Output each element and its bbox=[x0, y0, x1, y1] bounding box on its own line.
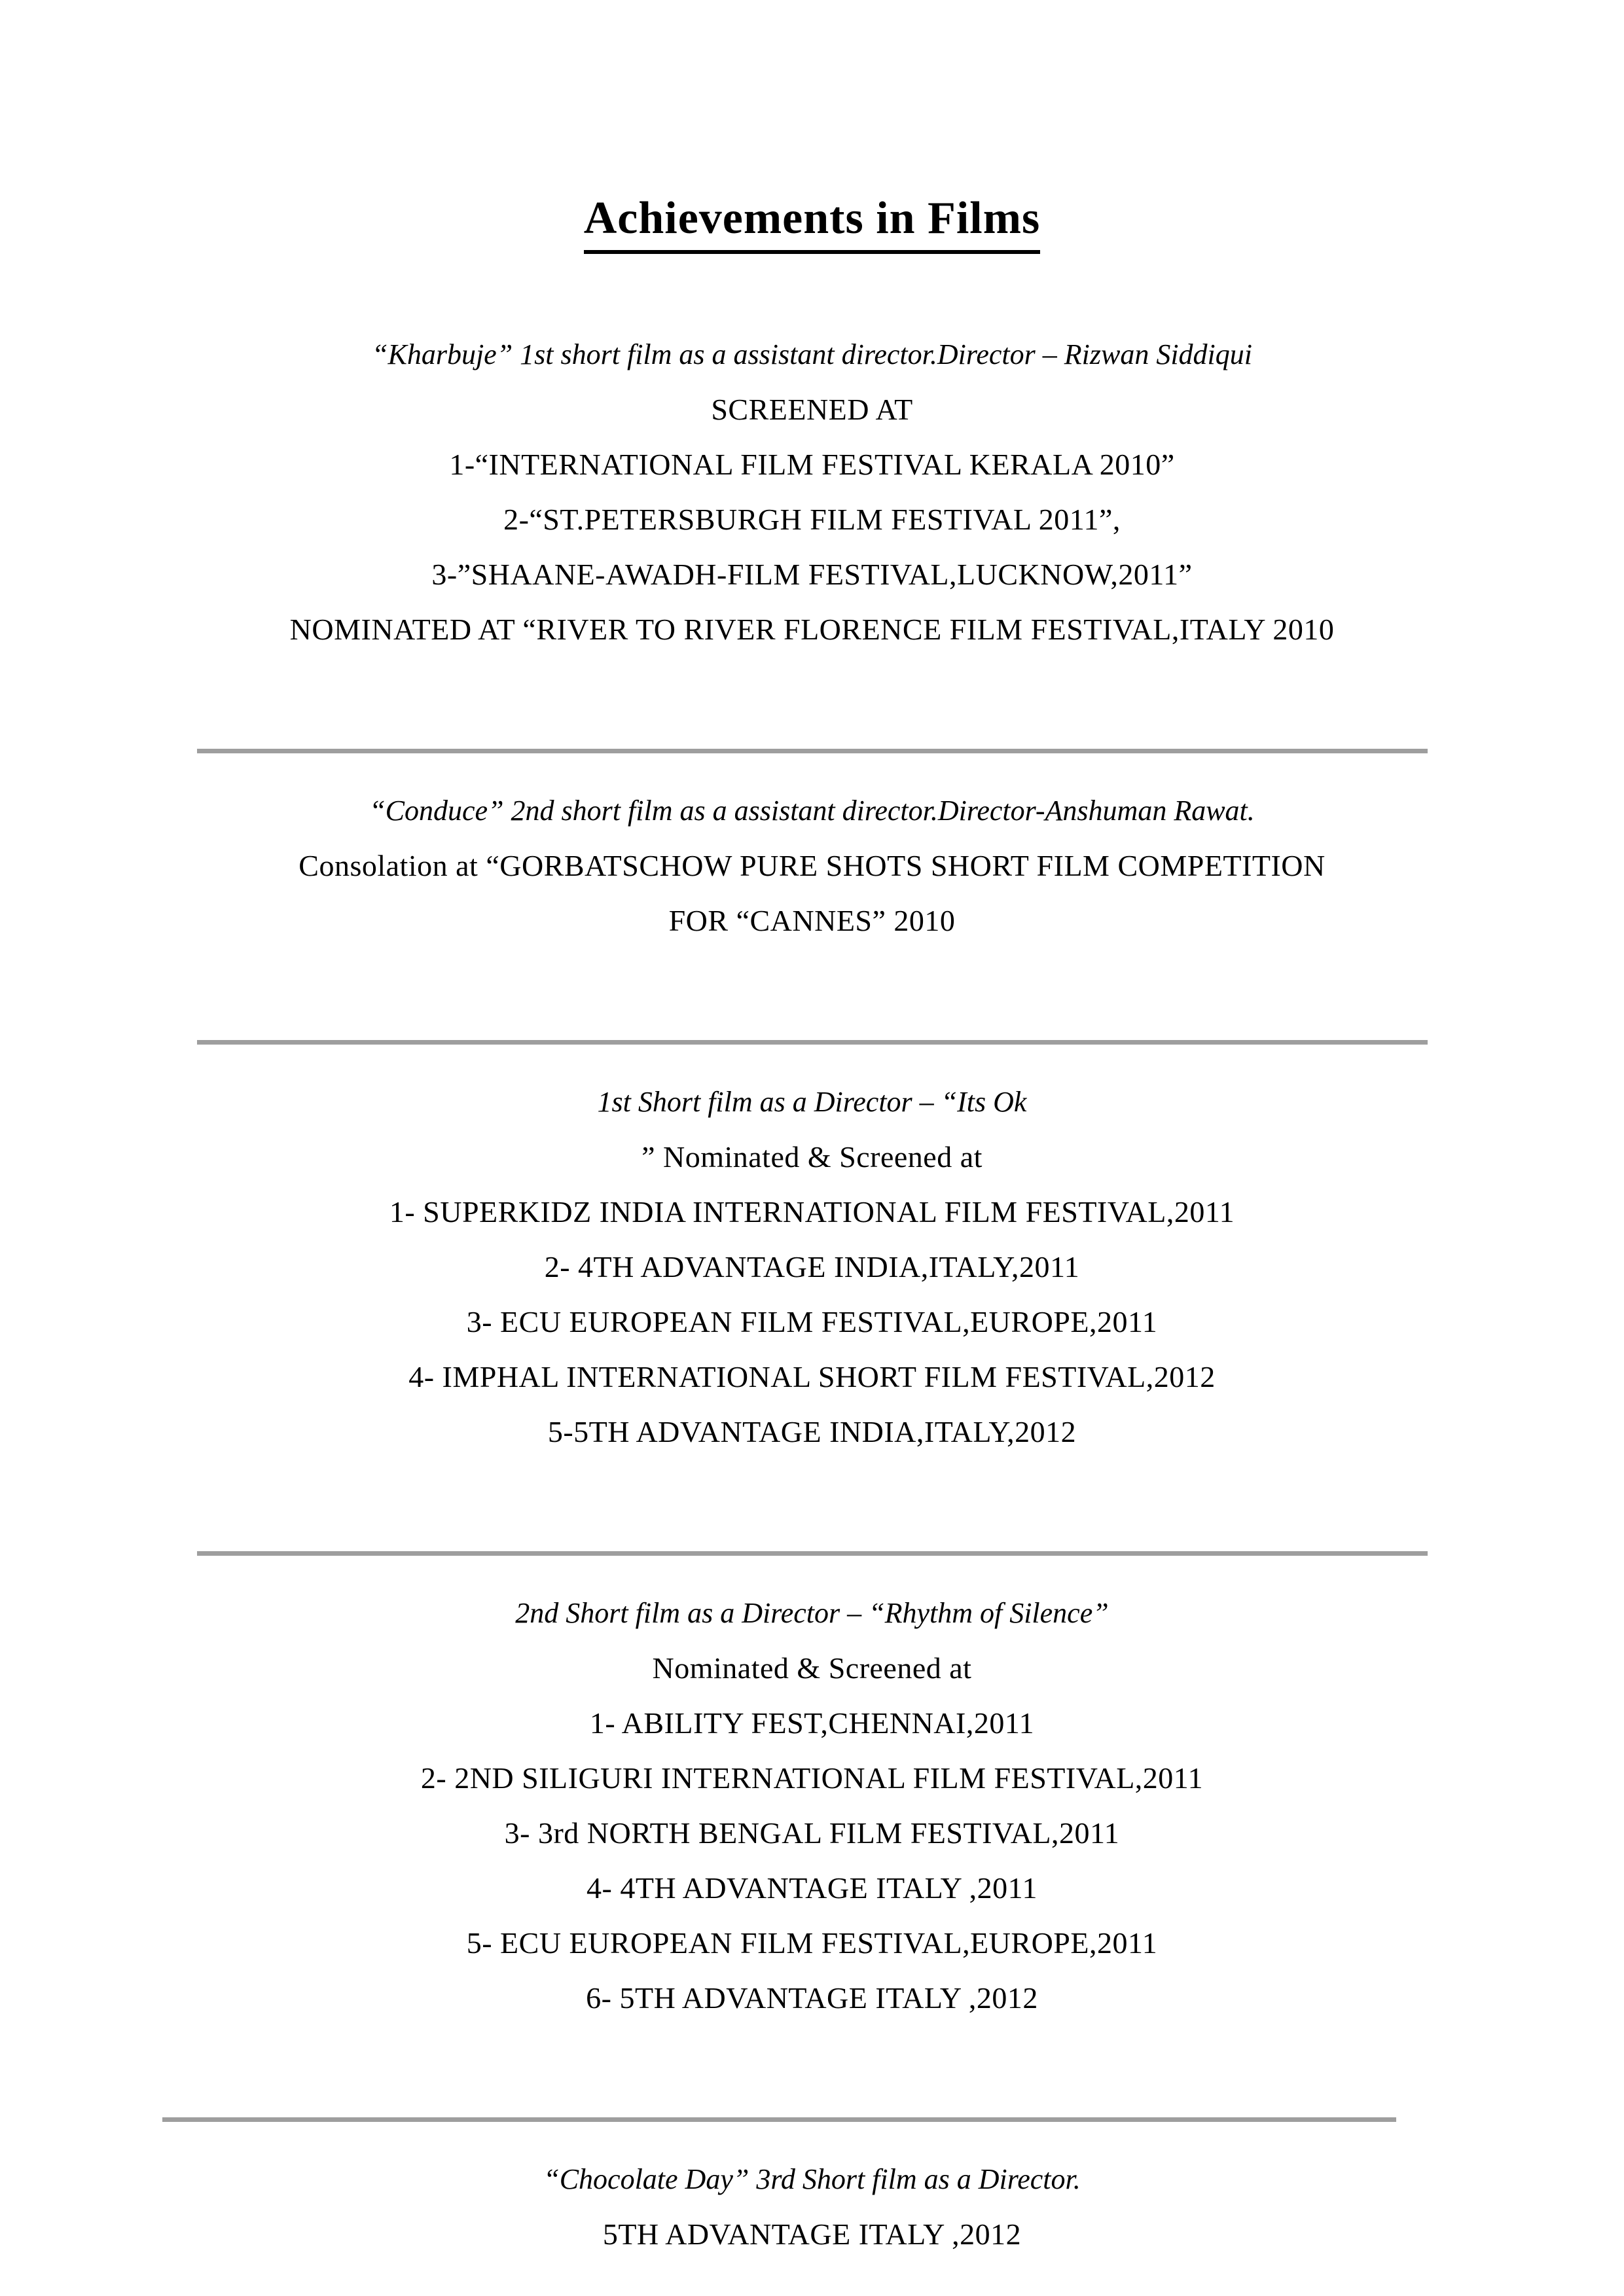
achievement-line: 3- ECU EUROPEAN FILM FESTIVAL,EUROPE,2011 bbox=[466, 1305, 1158, 1338]
achievement-line: 1-“INTERNATIONAL FILM FESTIVAL KERALA 2010” bbox=[449, 448, 1175, 481]
achievement-line: 2-“ST.PETERSBURGH FILM FESTIVAL 2011”, bbox=[503, 503, 1121, 536]
achievement-line: 4- 4TH ADVANTAGE ITALY ,2011 bbox=[586, 1871, 1038, 1905]
section-heading: “Kharbuje” 1st short film as a assistant director.Director – Rizwan Siddiqui bbox=[372, 338, 1252, 370]
section-divider bbox=[197, 1040, 1428, 1045]
achievement-line: ” Nominated & Screened at bbox=[641, 1140, 983, 1174]
achievement-line: FOR “CANNES” 2010 bbox=[668, 904, 956, 937]
film-section-conduce bbox=[0, 783, 1624, 948]
achievement-line: 3-”SHAANE-AWADH-FILM FESTIVAL,LUCKNOW,2011” bbox=[431, 558, 1193, 591]
section-divider bbox=[197, 1551, 1428, 1556]
achievement-line: 4- IMPHAL INTERNATIONAL SHORT FILM FESTIVAL,2012 bbox=[408, 1360, 1216, 1393]
achievement-line: 3- 3rd NORTH BENGAL FILM FESTIVAL,2011 bbox=[504, 1816, 1120, 1850]
achievement-line: Consolation at “GORBATSCHOW PURE SHOTS SHORT FILM COMPETITION bbox=[298, 849, 1326, 882]
film-section-kharbuje bbox=[0, 327, 1624, 657]
film-section-chocolate-day bbox=[0, 2152, 1624, 2262]
section-divider bbox=[197, 749, 1428, 753]
achievement-line: 1- SUPERKIDZ INDIA INTERNATIONAL FILM FESTIVAL,2011 bbox=[389, 1195, 1235, 1229]
section-heading: “Conduce” 2nd short film as a assistant director.Director-Anshuman Rawat. bbox=[369, 795, 1255, 827]
section-divider bbox=[162, 2117, 1396, 2122]
achievement-line: Nominated & Screened at bbox=[652, 1651, 972, 1685]
achievement-line: 2- 2ND SILIGURI INTERNATIONAL FILM FESTIVAL,2011 bbox=[420, 1761, 1204, 1795]
page-title-text: Achievements in Films bbox=[584, 190, 1041, 254]
achievement-line: 5- ECU EUROPEAN FILM FESTIVAL,EUROPE,2011 bbox=[466, 1926, 1158, 1960]
achievement-line: 5-5TH ADVANTAGE INDIA,ITALY,2012 bbox=[547, 1415, 1077, 1448]
achievement-line: 1- ABILITY FEST,CHENNAI,2011 bbox=[589, 1706, 1035, 1740]
achievement-line: NOMINATED AT “RIVER TO RIVER FLORENCE FILM FESTIVAL,ITALY 2010 bbox=[289, 613, 1335, 646]
achievement-line: SCREENED AT bbox=[711, 393, 913, 426]
section-heading: 1st Short film as a Director – “Its Ok bbox=[597, 1086, 1027, 1118]
achievement-line: 5TH ADVANTAGE ITALY ,2012 bbox=[602, 2217, 1022, 2251]
section-heading: “Chocolate Day” 3rd Short film as a Director. bbox=[543, 2163, 1081, 2195]
film-section-its-ok bbox=[0, 1075, 1624, 1460]
section-heading: 2nd Short film as a Director – “Rhythm of Silence” bbox=[515, 1597, 1109, 1629]
page-title bbox=[0, 190, 1624, 254]
achievement-line: 6- 5TH ADVANTAGE ITALY ,2012 bbox=[586, 1981, 1038, 2015]
achievement-line: 2- 4TH ADVANTAGE INDIA,ITALY,2011 bbox=[544, 1250, 1080, 1283]
film-section-rhythm-of-silence bbox=[0, 1586, 1624, 2026]
